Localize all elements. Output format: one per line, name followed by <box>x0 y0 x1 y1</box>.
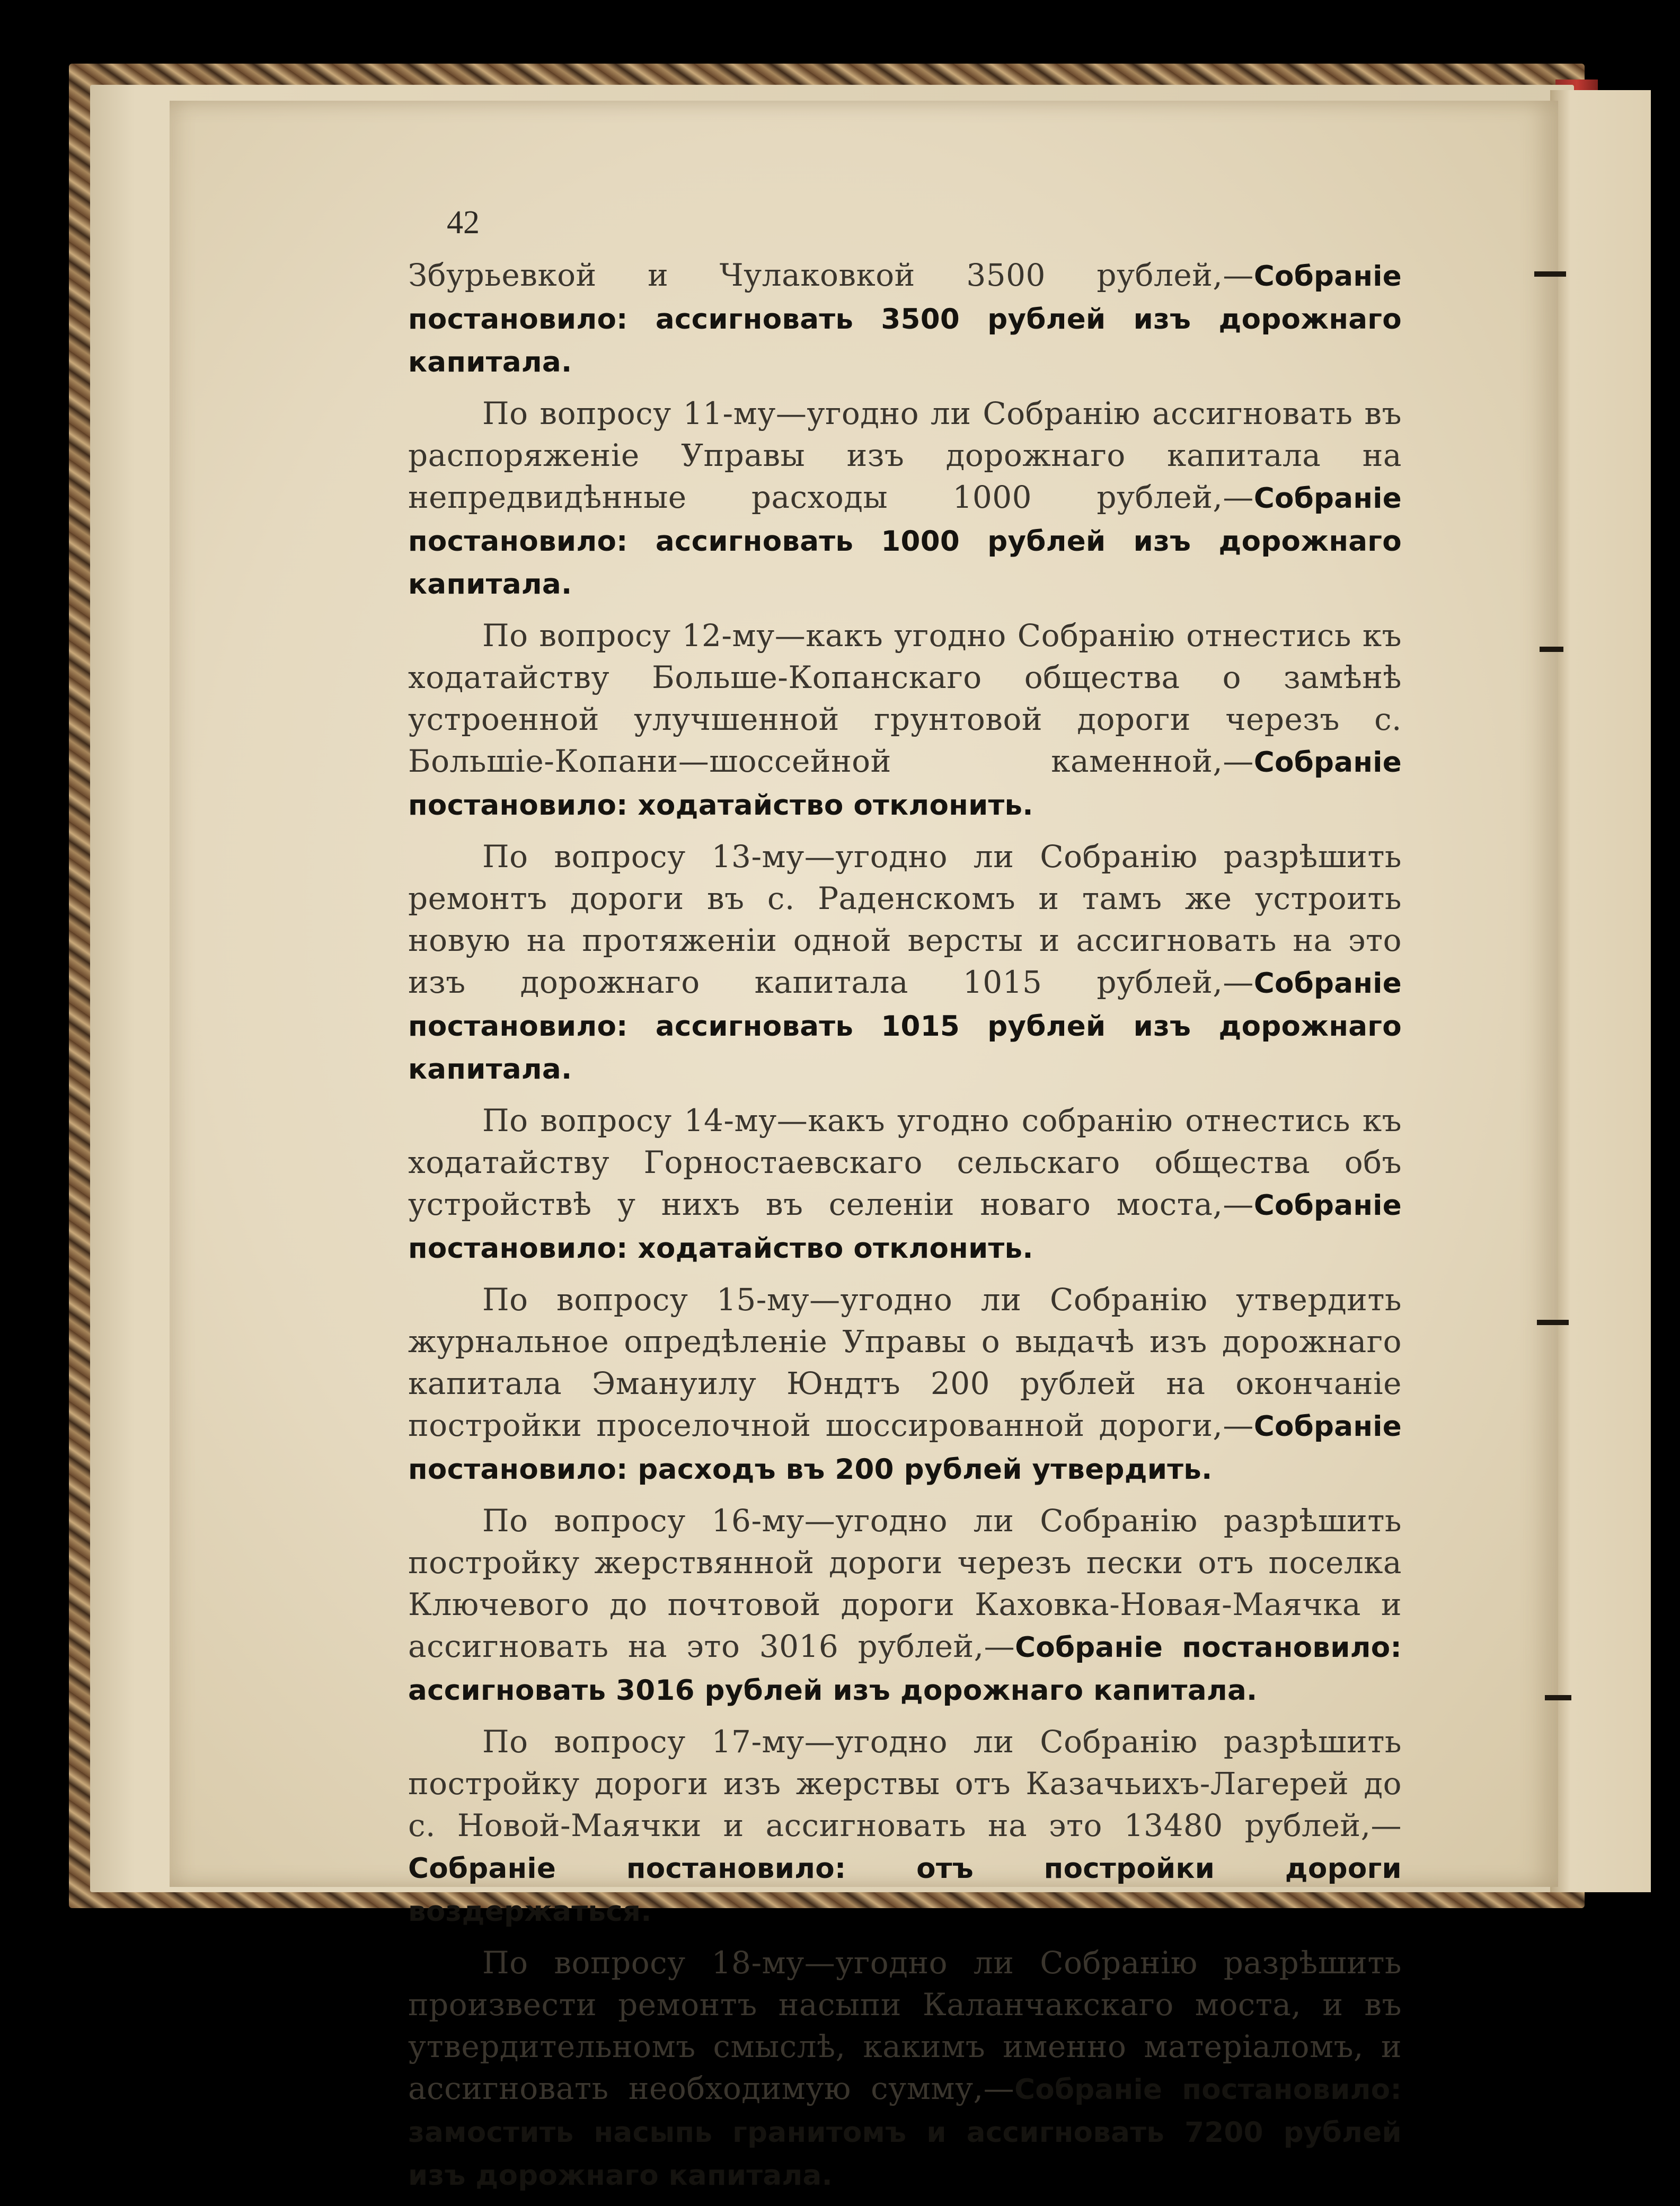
paragraph-18 <box>408 1942 1402 2196</box>
assembly-decision: Собраніе постановило: ходатайство отклонить. <box>408 746 1402 822</box>
page-tab-mark <box>1545 1695 1571 1700</box>
paragraph-16 <box>408 1500 1402 1711</box>
paragraph-13 <box>408 836 1402 1090</box>
paragraph-15 <box>408 1279 1402 1490</box>
assembly-decision: Собраніе постановило: ассигновать 1000 рублей изъ дорожнаго капитала. <box>408 482 1402 601</box>
assembly-decision: Собраніе постановило: ассигновать 1015 рублей изъ дорожнаго капитала. <box>408 967 1402 1086</box>
question-text: По вопросу 16-му—угодно ли Собранію разрѣшить постройку жерствянной дороги черезъ пески отъ поселка Ключевого до почтовой дороги Каховка-Новая-Маячка и ассигновать на это 3016 рублей,— <box>408 1503 1402 1664</box>
question-text: По вопросу 14-му—какъ угодно собранію отнестись къ ходатайству Горностаевскаго сельскаго общества объ устройствѣ у нихъ въ селеніи новаго моста,— <box>408 1102 1402 1222</box>
question-text: Збурьевкой и Чулаковкой 3500 рублей,— <box>408 257 1254 293</box>
question-text: По вопросу 17-му—угодно ли Собранію разрѣшить постройку дороги изъ жерствы отъ Казачьихъ-Лагерей до с. Новой-Маячки и ассигновать на это 13480 рублей,— <box>408 1724 1402 1843</box>
assembly-decision: Собраніе постановило: расходъ въ 200 рублей утвердить. <box>408 1410 1402 1486</box>
page-tab-mark <box>1534 271 1566 277</box>
page-number: 42 <box>447 205 480 241</box>
assembly-decision: Собраніе постановило: ассигновать 3500 рублей изъ дорожнаго капитала. <box>408 260 1402 378</box>
page-body <box>408 196 1402 2206</box>
paragraph-17 <box>408 1721 1402 1933</box>
question-text: По вопросу 12-му—какъ угодно Собранію отнестись къ ходатайству Больше-Копанскаго общества о замѣнѣ устроенной улучшенной грунтовой дороги черезъ с. Большіе-Копани—шоссейной каменной,— <box>408 617 1402 779</box>
assembly-decision: Собраніе постановило: замостить насыпь гранитомъ и ассигновать 7200 рублей изъ дорожнаго капитала. <box>408 2073 1402 2192</box>
question-text: По вопросу 11-му—угодно ли Собранію ассигновать въ распоряженіе Управы изъ дорожнаго капитала на непредвидѣнные расходы 1000 рублей,— <box>408 395 1402 515</box>
page-tab-mark <box>1537 1320 1569 1325</box>
question-text: По вопросу 13-му—угодно ли Собранію разрѣшить ремонтъ дороги въ с. Раденскомъ и тамъ же устроить новую на протяженіи одной версты и ассигновать на это изъ дорожнаго капитала 1015 рублей,— <box>408 839 1402 1000</box>
facing-page-edge <box>1550 90 1651 1892</box>
assembly-decision: Собраніе постановило: отъ постройки дороги воздержаться. <box>408 1852 1402 1928</box>
paragraph-10 <box>408 254 1402 383</box>
question-text: По вопросу 18-му—угодно ли Собранію разрѣшить произвести ремонтъ насыпи Каланчакскаго моста, и въ утвердительномъ смыслѣ, какимъ именно матеріаломъ, и ассигновать необходимую сумму,— <box>408 1945 1402 2106</box>
assembly-decision: Собраніе постановило: ходатайство отклонить. <box>408 1189 1402 1265</box>
paragraph-12 <box>408 615 1402 826</box>
page-tab-mark <box>1540 647 1563 652</box>
paragraph-11 <box>408 393 1402 605</box>
paragraph-14 <box>408 1100 1402 1269</box>
assembly-decision: Собраніе постановило: ассигновать 3016 рублей изъ дорожнаго капитала. <box>408 1631 1402 1707</box>
question-text: По вопросу 15-му—угодно ли Собранію утвердить журнальное опредѣленіе Управы о выдачѣ изъ дорожнаго капитала Эмануилу Юндтъ 200 рублей на окончаніе постройки проселочной шоссированной дороги,— <box>408 1282 1402 1443</box>
